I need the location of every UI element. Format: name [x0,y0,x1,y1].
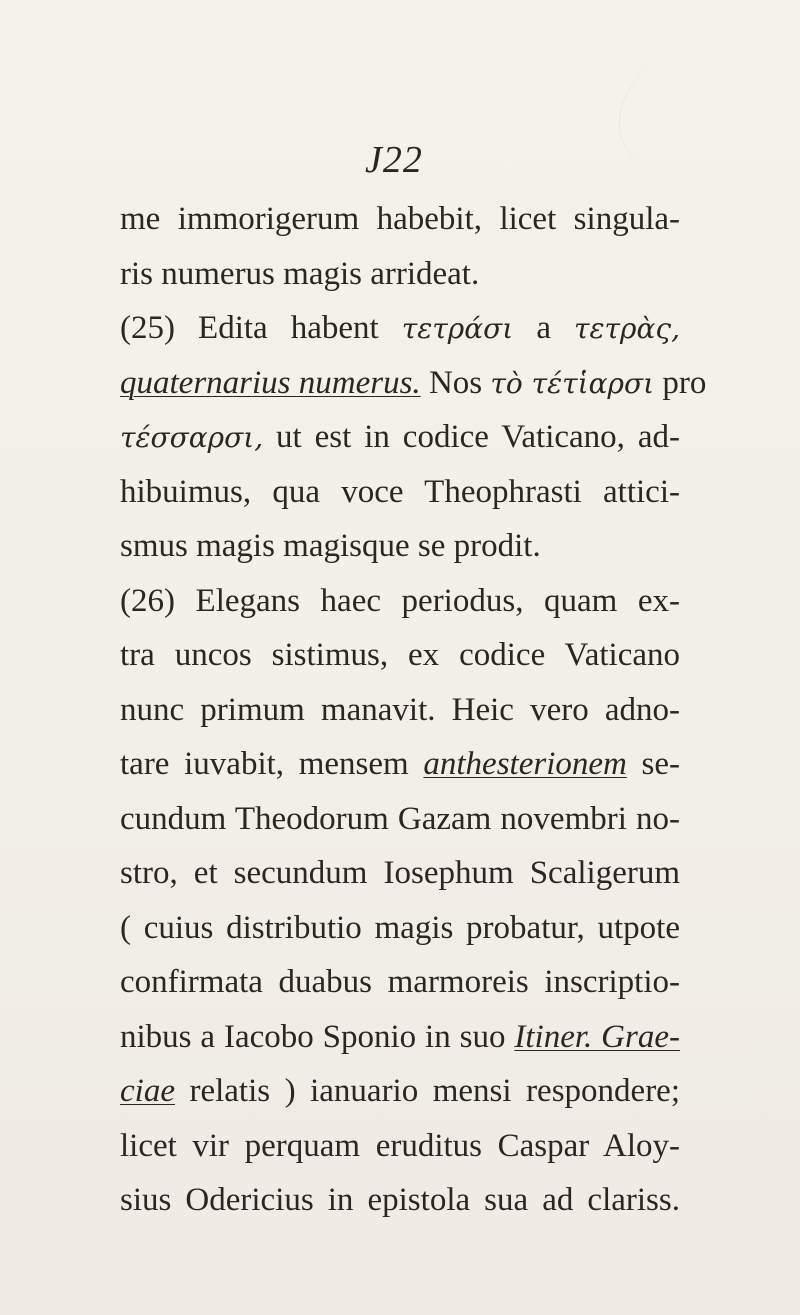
text-line: (26) Elegans haec periodus, quam ex- [120,582,680,619]
note-text: a [513,310,575,346]
note-text: nibus a Iacobo Sponio in suo [120,1018,515,1055]
body-text [120,192,707,1228]
note-text: relatis ) ianuario mensi respondere; [174,1073,680,1109]
text-line: ( cuius distributio magis probatur, utpote [120,909,680,946]
italic-phrase: quaternarius numerus. [120,364,421,401]
note-text: tare iuvabit, mensem [120,746,424,782]
note-text: Nos [420,364,491,401]
note-text: (25) Edita habent [120,310,402,346]
greek-word: τετράσι [401,312,514,345]
text-line: sius Odericius in epistola sua ad clariss. [120,1182,680,1218]
text-line [120,737,680,792]
text-line: cundum Theodorum Gazam novembri no- [120,800,680,837]
italic-phrase: ciae [120,1073,175,1109]
text-line: hibuimus, qua voce Theophrasti attici- [120,473,680,510]
text-line: nunc primum manavit. Heic vero adno- [120,691,680,728]
text-line: ris numerus magis arrideat. [120,255,480,292]
greek-word: τέσσαρσι, [120,421,264,454]
greek-word: τὸ τέτἱαρσι [490,366,655,400]
text-line: stro, et secundum Iosephum Scaligerum [120,855,680,891]
italic-phrase: anthesterionem [423,746,627,782]
note-text: ut est in codice Vaticano, ad- [263,419,680,455]
text-line [120,1010,680,1065]
text-line [120,301,680,356]
text-line [120,410,680,465]
text-line: me immorigerum habebit, licet singula- [120,201,680,237]
text-line: smus magis magisque se prodit. [120,528,541,564]
text-line [120,356,707,411]
text-line: tra uncos sistimus, ex codice Vaticano [120,637,680,673]
text-line: licet vir perquam eruditus Caspar Aloy- [120,1127,680,1164]
page-number: J22 [365,139,423,181]
page-fold-shadow [619,40,800,180]
note-text: pro [654,364,707,401]
text-line [120,1064,680,1119]
italic-phrase: Itiner. Grae- [514,1018,680,1055]
note-text: se- [626,746,681,782]
text-line: confirmata duabus marmoreis inscriptio- [120,964,680,1000]
greek-word: τετρὰς, [574,312,680,345]
